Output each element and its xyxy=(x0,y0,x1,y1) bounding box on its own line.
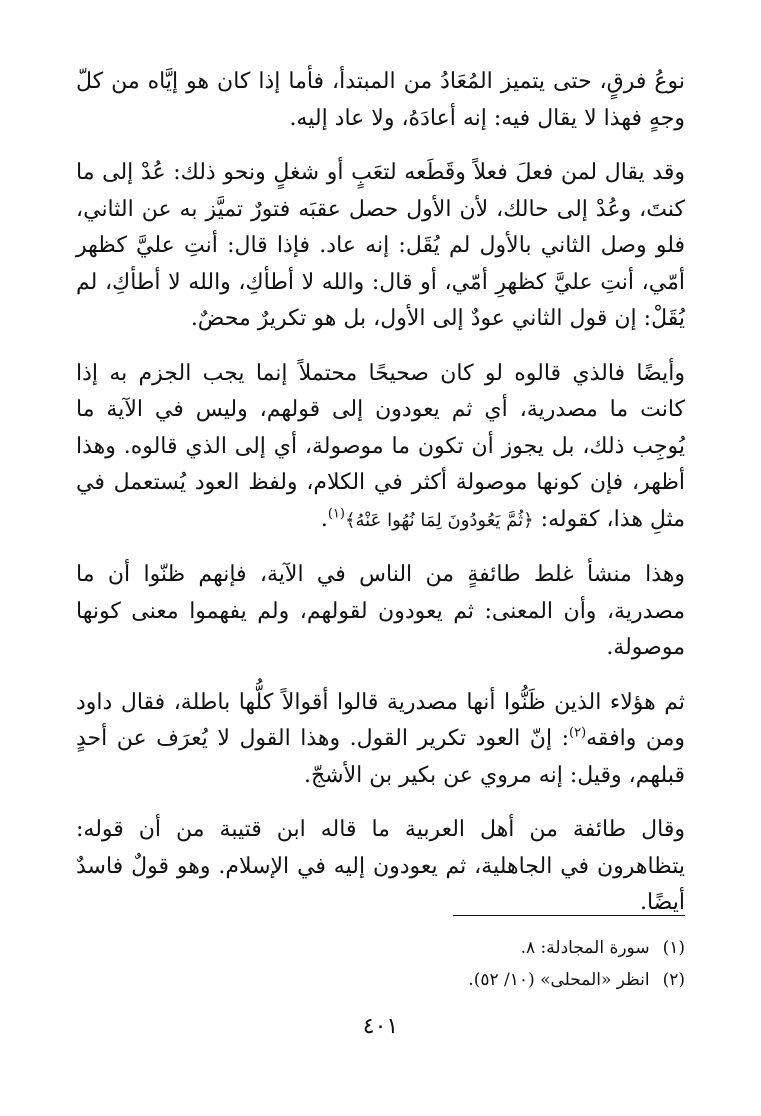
footnote-2 xyxy=(76,964,685,996)
paragraph-4: وهذا منشأ غلط طائفةٍ من الناس في الآية، فإنهم ظنّوا أن ما مصدرية، وأن المعنى: ثم يعودون لقولهم، ولم يفهموا معنى كونها موصولة. xyxy=(76,562,685,660)
footnote-marker-1: (١) xyxy=(327,506,345,522)
paragraph-6: وقال طائفة من أهل العربية ما قاله ابن قتيبة من أن قوله: يتظاهرون في الجاهلية، ثم يعودون إليه في الإسلام. وهو قولٌ فاسدٌ أيضًا. xyxy=(76,817,685,915)
footnote-1-text: سورة المجادلة: ٨. xyxy=(520,938,650,958)
page-body xyxy=(76,64,685,940)
footnote-1-number: (١) xyxy=(662,938,685,958)
paragraph-3-text: وأيضًا فالذي قالوه لو كان صحيحًا محتملاً إنما يجب الجزم به إذا كانت ما مصدرية، أي ثم يعودون إلى قولهم، وليس في الآية ما يُوجِب ذلك، بل يجوز أن تكون ما موصولة، أي إلى الذي قالوه. وهذا أظهر، فإن كونها موصولة أكثر في الكلام، ولفظ العود يُستعمل في مثلِ هذا، كقوله: xyxy=(76,360,685,532)
paragraph-5-rest: : إنّ العود تكرير القول. وهذا القول لا يُعرَف عن أحدٍ قبلهم، وقيل: إنه مروي عن بكير بن الأشجّ. xyxy=(76,726,685,788)
quran-quote: ﴿ثُمَّ يَعُودُونَ لِمَا نُهُوا عَنْهُ﴾ xyxy=(344,509,534,531)
paragraph-1: نوعُ فرقٍ، حتى يتميز المُعَادُ من المبتدأ، فأما إذا كان هو إيَّاه من كلّ وجهٍ فهذا لا يقال فيه: إنه أعادَهُ، ولا عاد إليه. xyxy=(76,69,685,131)
footnote-divider xyxy=(453,915,685,916)
paragraph-3 xyxy=(76,356,685,540)
footnote-2-text: انظر «المحلى» (١٠/ ٥٢). xyxy=(468,970,650,990)
paragraph-3-tail: . xyxy=(320,506,328,532)
paragraph-2: وقد يقال لمن فعلَ فعلاً وقَطَعه لتعَبٍ أو شغلٍ ونحو ذلك: عُدْ إلى ما كنتَ، وعُدْ إلى حالك، لأن الأول حصل عقبَه فتورٌ تميَّز به عن الثاني، فلو وصل الثاني بالأول لم يُقَل: إنه عاد. فإذا قال: أنتِ عليَّ كظهر أمّي، أنتِ عليَّ كظهرِ أمّي، أو قال: والله لا أطأكِ، والله لا أطأكِ، لم يُقَلْ: إن قول الثاني عودٌ إلى الأول، بل هو تكريرٌ محضٌ. xyxy=(76,160,685,331)
paragraph-5 xyxy=(76,685,685,795)
paragraph-5-text: ثم هؤلاء الذين ظَنُّوا أنها مصدرية قالوا أقوالاً كلُّها باطلة، فقال داود ومن وافقه xyxy=(76,689,685,751)
footnote-1 xyxy=(76,932,685,964)
footnote-marker-2: (٢) xyxy=(569,725,587,741)
footnotes xyxy=(76,932,685,996)
footnote-2-number: (٢) xyxy=(662,970,685,990)
page-number: ٤٠١ xyxy=(362,1014,399,1039)
